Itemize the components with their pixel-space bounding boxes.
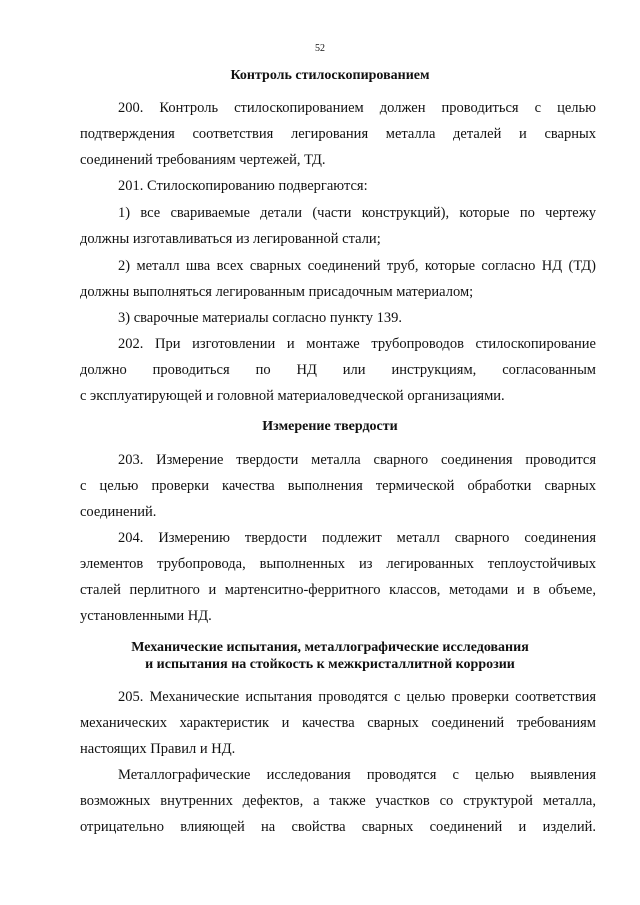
paragraph-line: должно проводиться по НД или инструкциям, согласованным [80, 362, 596, 378]
paragraph-line: 2) металл шва всех сварных соединений труб, которые согласно НД (ТД) [118, 258, 596, 274]
paragraph-line: 205. Механические испытания проводятся с целью проверки соответствия [118, 689, 596, 705]
paragraph-line: элементов трубопровода, выполненных из легированных теплоустойчивых [80, 556, 596, 572]
section-heading-hardness: Измерение твердости [262, 419, 398, 434]
paragraph-line: соединений. [80, 504, 157, 520]
paragraph-line: настоящих Правил и НД. [80, 741, 236, 757]
paragraph-line: установленными НД. [80, 608, 212, 624]
paragraph-line: 203. Измерение твердости металла сварного соединения проводится [118, 452, 596, 468]
paragraph-line: 200. Контроль стилоскопированием должен проводиться с целью [118, 100, 596, 116]
paragraph-line: 201. Стилоскопированию подвергаются: [118, 178, 368, 194]
paragraph-line: отрицательно влияющей на свойства сварных соединений и изделий. [80, 819, 596, 835]
paragraph-line: должны изготавливаться из легированной стали; [80, 231, 381, 247]
page-number: 52 [315, 43, 325, 54]
paragraph-line: 202. При изготовлении и монтаже трубопроводов стилоскопирование [118, 336, 596, 352]
section-heading-mechanical-tests-line1: Механические испытания, металлографические исследования [131, 640, 529, 655]
paragraph-line: 1) все свариваемые детали (части конструкций), которые по чертежу [118, 205, 596, 221]
paragraph-line: соединений требованиям чертежей, ТД. [80, 152, 326, 168]
paragraph-line: сталей перлитного и мартенситно-ферритного классов, методами и в объеме, [80, 582, 596, 598]
paragraph-line: 204. Измерению твердости подлежит металл сварного соединения [118, 530, 596, 546]
paragraph-line: механических характеристик и качества сварных соединений требованиям [80, 715, 596, 731]
paragraph-line: Металлографические исследования проводятся с целью выявления [118, 767, 596, 783]
paragraph-line: 3) сварочные материалы согласно пункту 139. [118, 310, 402, 326]
paragraph-line: возможных внутренних дефектов, а также участков со структурой металла, [80, 793, 596, 809]
section-heading-mechanical-tests-line2: и испытания на стойкость к межкристаллитной коррозии [145, 657, 515, 672]
paragraph-line: должны выполняться легированным присадочным материалом; [80, 284, 474, 300]
section-heading-spectroscopy: Контроль стилоскопированием [230, 68, 430, 83]
paragraph-line: подтверждения соответствия легирования металла деталей и сварных [80, 126, 596, 142]
paragraph-line: с эксплуатирующей и головной материаловедческой организациями. [80, 388, 505, 404]
paragraph-line: с целью проверки качества выполнения термической обработки сварных [80, 478, 596, 494]
